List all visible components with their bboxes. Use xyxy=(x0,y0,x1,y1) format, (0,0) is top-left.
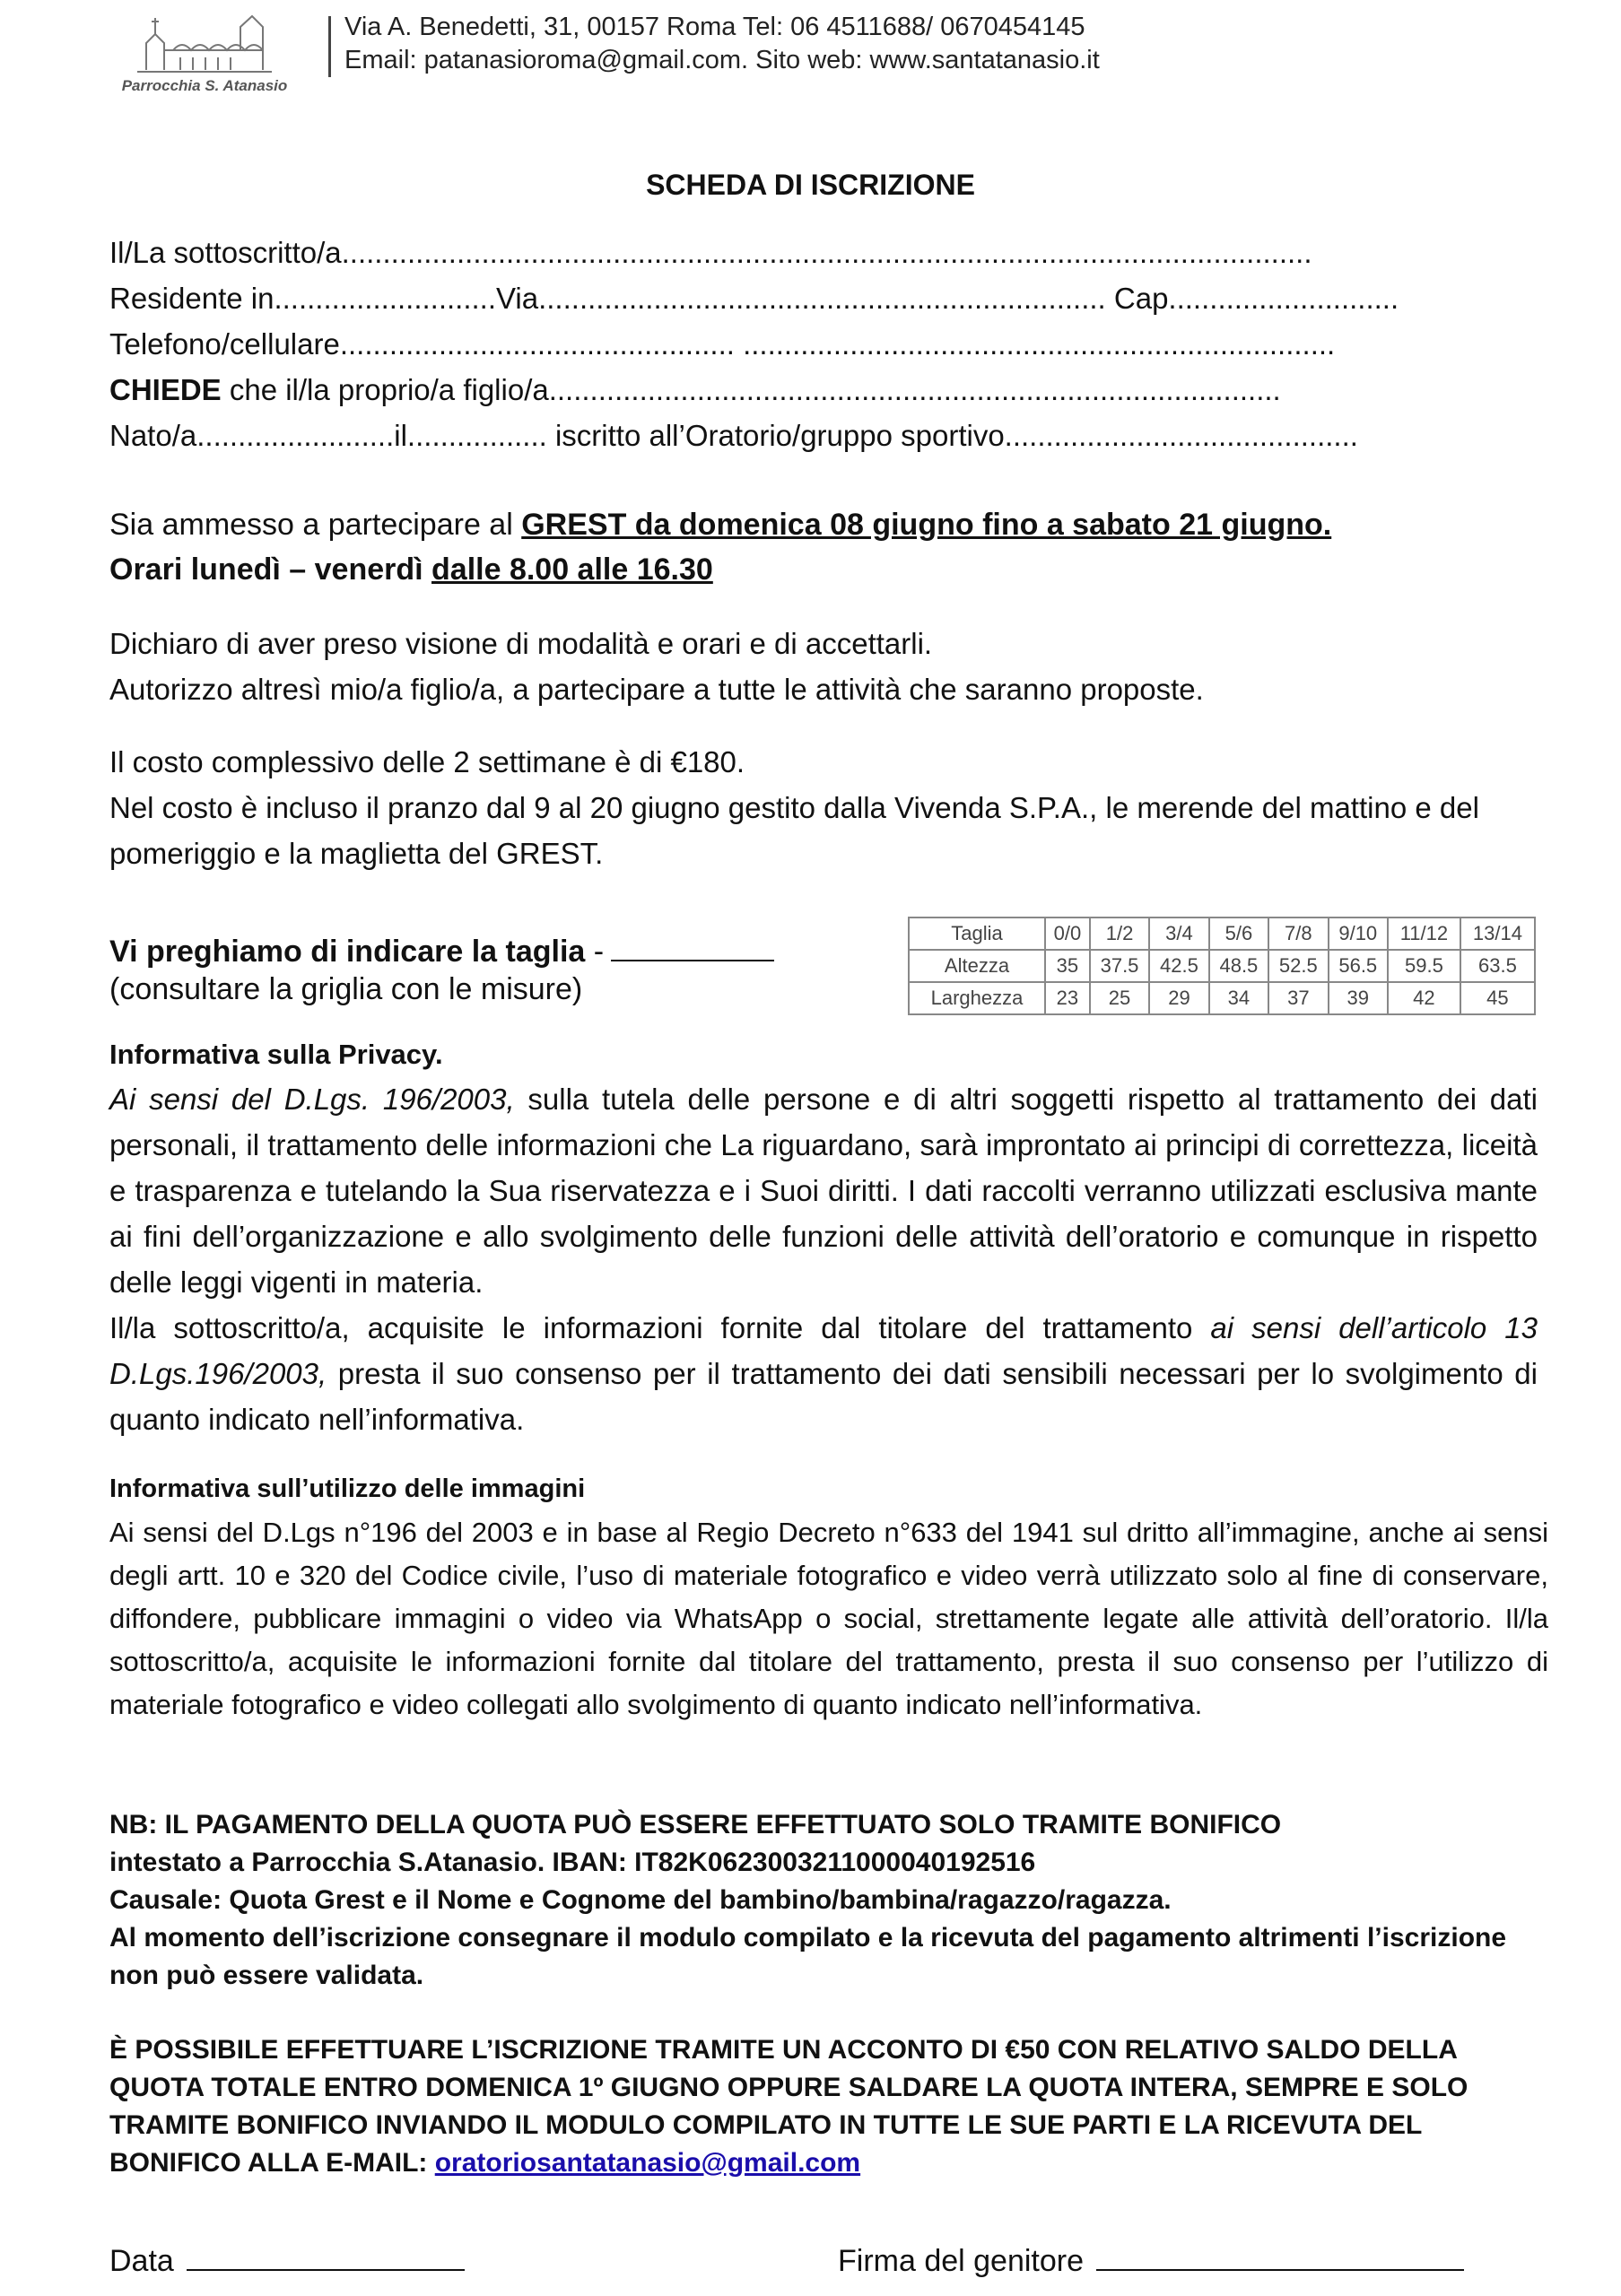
size-cell: 23 xyxy=(1045,982,1090,1014)
size-cell: 9/10 xyxy=(1329,918,1388,950)
payment-line-1: NB: IL PAGAMENTO DELLA QUOTA PUÒ ESSERE EFFETTUATO SOLO TRAMITE BONIFICO xyxy=(109,1810,1282,1839)
size-cell: 13/14 xyxy=(1460,918,1535,950)
size-request-bold: Vi preghiamo di indicare la taglia xyxy=(109,935,586,969)
field-subscriber[interactable]: Il/La sottoscritto/a...................................................................................................................... xyxy=(109,236,1312,269)
payment-notice xyxy=(109,1806,1548,1995)
size-cell: 48.5 xyxy=(1209,950,1268,982)
date-label: Data xyxy=(109,2244,174,2278)
size-table-row xyxy=(909,918,1535,950)
hours-label: Orari lunedì – venerdì xyxy=(109,552,432,587)
church-logo-icon xyxy=(128,7,281,77)
size-cell: 59.5 xyxy=(1388,950,1460,982)
size-cell: 34 xyxy=(1209,982,1268,1014)
size-cell: 45 xyxy=(1460,982,1535,1014)
size-cell: 37.5 xyxy=(1090,950,1149,982)
size-cell: 3/4 xyxy=(1149,918,1208,950)
images-heading: Informativa sull’utilizzo delle immagini xyxy=(109,1474,586,1503)
size-cell: 25 xyxy=(1090,982,1149,1014)
contact-email-link[interactable]: oratoriosantatanasio@gmail.com xyxy=(434,2148,861,2178)
hours-value: dalle 8.00 alle 16.30 xyxy=(431,552,713,587)
size-cell: 35 xyxy=(1045,950,1090,982)
size-table xyxy=(908,917,1536,1015)
size-row-label: Altezza xyxy=(909,950,1045,982)
signature-field xyxy=(838,2242,1464,2279)
form-title: SCHEDA DI ISCRIZIONE xyxy=(646,169,975,201)
size-cell: 39 xyxy=(1329,982,1388,1014)
cost-line-1: Il costo complessivo delle 2 settimane è di €180. xyxy=(109,745,745,778)
size-row-label: Larghezza xyxy=(909,982,1045,1014)
cost-info xyxy=(109,739,1538,876)
size-cell: 37 xyxy=(1268,982,1328,1014)
privacy-p2-start: Il/la sottoscritto/a, acquisite le informazioni fornite dal titolare del trattamento xyxy=(109,1311,1211,1344)
field-phone[interactable]: Telefono/cellulare................................................ ........................................................................ xyxy=(109,327,1336,361)
size-cell: 42.5 xyxy=(1149,950,1208,982)
size-cell: 1/2 xyxy=(1090,918,1149,950)
logo-caption: Parrocchia S. Atanasio xyxy=(121,77,288,94)
chiede-label: CHIEDE xyxy=(109,373,222,406)
privacy-paragraph-2 xyxy=(109,1305,1538,1442)
header-contacts xyxy=(344,11,1100,77)
declaration-line-2: Autorizzo altresì mio/a figlio/a, a partecipare a tutte le attività che saranno proposte. xyxy=(109,673,1204,706)
field-birth[interactable]: Nato/a........................il................. iscritto all’Oratorio/gruppo sportivo........................................... xyxy=(109,419,1358,452)
field-child[interactable] xyxy=(109,372,1545,408)
size-request-note: (consultare la griglia con le misure) xyxy=(109,972,583,1006)
payment-line-3: Causale: Quota Grest e il Nome e Cognome del bambino/bambina/ragazzo/ragazza. xyxy=(109,1885,1172,1915)
size-cell: 0/0 xyxy=(1045,918,1090,950)
advance-text: È POSSIBILE EFFETTUARE L’ISCRIZIONE TRAMITE UN ACCONTO DI €50 CON RELATIVO SALDO DELLA QUOTA TOTALE ENTRO DOMENICA 1º GIUGNO OPPURE SALDARE LA QUOTA INTERA, SEMPRE E SOLO TRAMITE BONIFICO INVIANDO IL MODULO COMPILATO IN TUTTE LE SUE PARTI E LA RICEVUTA DEL BONIFICO ALLA E-MAIL: xyxy=(109,2035,1468,2178)
privacy-heading: Informativa sulla Privacy. xyxy=(109,1039,443,1070)
child-field-text: che il/la proprio/a figlio/a......................................................................................... xyxy=(221,373,1281,406)
payment-line-2: intestato a Parrocchia S.Atanasio. IBAN: IT82K0623003211000040192516 xyxy=(109,1848,1036,1877)
advance-notice xyxy=(109,2031,1548,2182)
grest-intro: Sia ammesso a partecipare al xyxy=(109,508,522,542)
size-cell: 29 xyxy=(1149,982,1208,1014)
header-divider xyxy=(328,16,331,77)
privacy-paragraph-1 xyxy=(109,1076,1538,1305)
privacy-law-ref: Ai sensi del D.Lgs. 196/2003, xyxy=(109,1083,515,1116)
parish-logo xyxy=(106,7,303,97)
size-request xyxy=(109,933,863,1008)
declaration xyxy=(109,621,1538,712)
size-cell: 11/12 xyxy=(1388,918,1460,950)
grest-period: GREST da domenica 08 giugno fino a sabato 21 giugno. xyxy=(521,508,1332,542)
images-text: Ai sensi del D.Lgs n°196 del 2003 e in base al Regio Decreto n°633 del 1941 sul dritto all’immagine, anche ai sensi degli artt. 10 e 320 del Codice civile, l’uso di materiale fotografico e video verrà utilizzato solo al fine di conservare, diffondere, pubblicare immagini o video via WhatsApp o social, strettamente legate alle attività dell’oratorio. Il/la sottoscritto/a, acquisite le informazioni fornite dal titolare del trattamento, presta il suo consenso per l’utilizzo di materiale fotografico e video collegati allo svolgimento di quanto indicato nell’informativa. xyxy=(109,1517,1548,1720)
date-line[interactable] xyxy=(187,2242,465,2271)
size-cell: 42 xyxy=(1388,982,1460,1014)
declaration-line-1: Dichiaro di aver preso visione di modalità e orari e di accettarli. xyxy=(109,627,933,660)
size-cell: 7/8 xyxy=(1268,918,1328,950)
signature-line[interactable] xyxy=(1096,2242,1464,2271)
privacy-article-ref: ai sensi dell’articolo 13 D.Lgs.196/2003, xyxy=(109,1311,1538,1390)
size-cell: 63.5 xyxy=(1460,950,1535,982)
date-field xyxy=(109,2242,465,2279)
payment-line-4: Al momento dell’iscrizione consegnare il modulo compilato e la ricevuta del pagamento altrimenti l’iscrizione non può essere validata. xyxy=(109,1923,1507,1990)
privacy-p2-rest: presta il suo consenso per il trattamento dei dati sensibili necessari per lo svolgimento di quanto indicato nell’informativa. xyxy=(109,1357,1538,1436)
contact-line: Email: patanasioroma@gmail.com. Sito web: www.santatanasio.it xyxy=(344,46,1100,74)
size-cell: 56.5 xyxy=(1329,950,1388,982)
size-row-label: Taglia xyxy=(909,918,1045,950)
size-table-row xyxy=(909,950,1535,982)
signature-label: Firma del genitore xyxy=(838,2244,1085,2278)
size-blank-field[interactable] xyxy=(611,935,774,961)
address-line: Via A. Benedetti, 31, 00157 Roma Tel: 06 4511688/ 0670454145 xyxy=(344,13,1085,41)
size-cell: 52.5 xyxy=(1268,950,1328,982)
cost-line-2: Nel costo è incluso il pranzo dal 9 al 20 giugno gestito dalla Vivenda S.P.A., le merende del mattino e del pomeriggio e la maglietta del GREST. xyxy=(109,791,1479,870)
size-cell: 5/6 xyxy=(1209,918,1268,950)
grest-info xyxy=(109,502,1538,592)
size-request-line xyxy=(109,933,863,970)
size-table-body xyxy=(909,918,1535,1014)
size-request-dash: - xyxy=(585,935,605,969)
privacy-text xyxy=(109,1076,1538,1442)
privacy-p1-text: sulla tutela delle persone e di altri soggetti rispetto al trattamento dei dati personali, il trattamento delle informazioni che La riguardano, sarà improntato ai principi di correttezza, liceità e trasparenza e tutelando la Sua riservatezza e i Suoi diritti. I dati raccolti verranno utilizzati esclusiva mante ai fini dell’organizzazione e allo svolgimento delle funzioni delle attività dell’oratorio e comunque in rispetto delle leggi vigenti in materia. xyxy=(109,1083,1538,1299)
size-table-row xyxy=(909,982,1535,1014)
field-residence[interactable]: Residente in...........................Via..................................................................... Cap............................ xyxy=(109,282,1399,315)
grest-dates xyxy=(109,502,1538,547)
grest-hours xyxy=(109,547,1538,592)
